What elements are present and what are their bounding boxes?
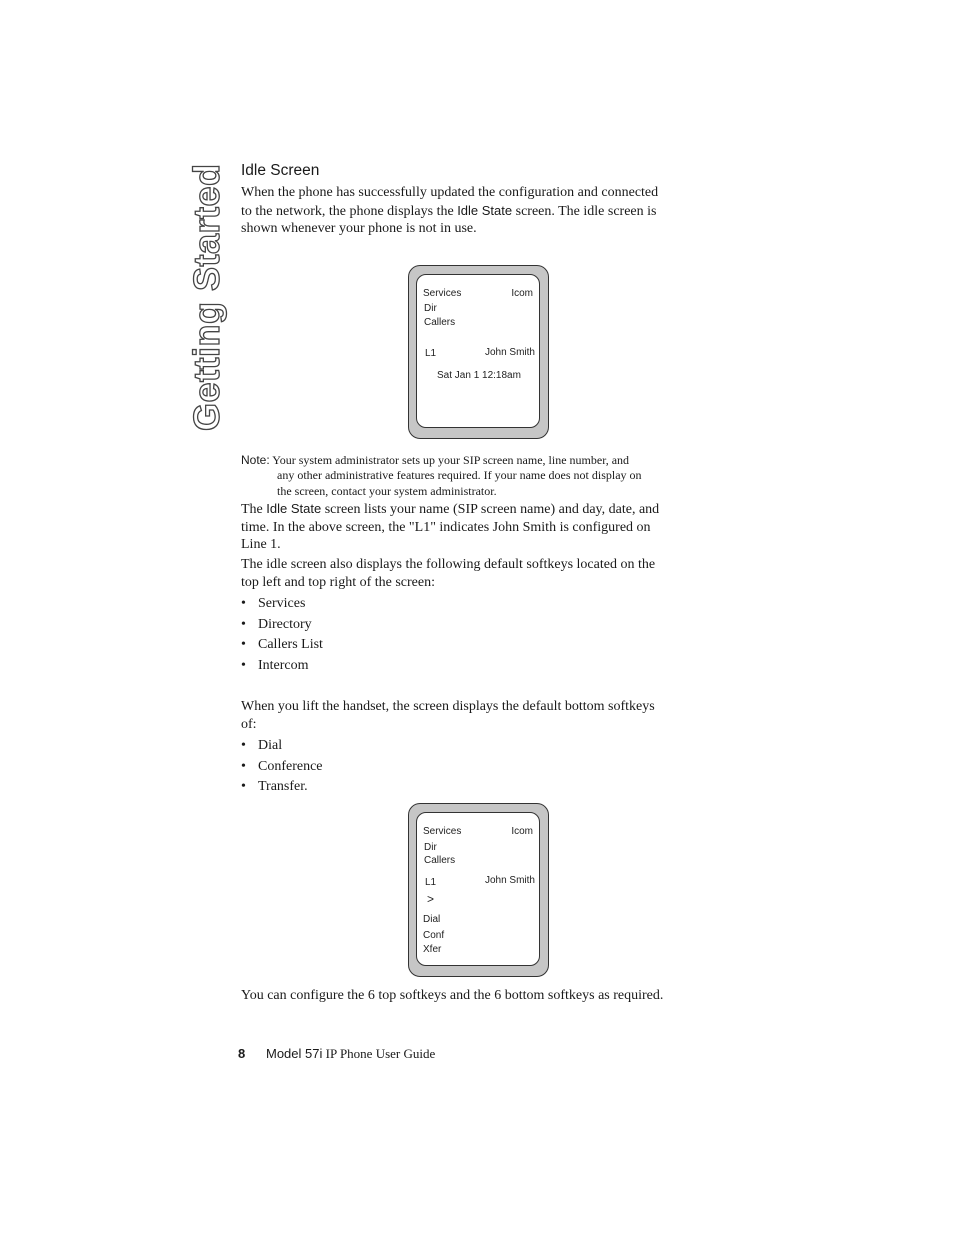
softkey-dir: Dir	[424, 842, 437, 853]
list-item: • Services	[241, 594, 717, 615]
phone-offhook-screen-figure	[408, 803, 549, 977]
phone-idle-screen-figure	[408, 265, 549, 439]
bottom-softkeys-list	[241, 736, 717, 798]
top-softkeys-list	[241, 594, 717, 676]
list-item: • Directory	[241, 615, 717, 636]
softkey-xfer: Xfer	[423, 944, 442, 955]
user-name: John Smith	[484, 875, 535, 886]
note-line: the screen, contact your system administrator.	[277, 483, 497, 498]
date-time: Sat Jan 1 12:18am	[437, 370, 521, 381]
note-label: Note:	[241, 453, 270, 467]
list-item: • Transfer.	[241, 777, 717, 798]
softkey-dir: Dir	[424, 303, 437, 314]
softkey-icom: Icom	[511, 288, 533, 299]
dial-prompt: >	[427, 892, 435, 906]
para-text: Line 1.	[241, 537, 281, 553]
softkey-callers: Callers	[424, 317, 456, 328]
idle-state-term: Idle State	[266, 501, 322, 516]
page-number	[238, 1046, 245, 1062]
phone-display	[416, 812, 540, 966]
para-text: The	[241, 502, 267, 517]
para-text: time. In the above screen, the "L1" indicates John Smith is configured on	[241, 519, 651, 535]
note-block	[241, 453, 717, 499]
list-item: • Intercom	[241, 656, 717, 677]
softkey-callers: Callers	[424, 855, 456, 866]
footer-model: Model 57i	[266, 1046, 323, 1061]
softkey-icom: Icom	[511, 826, 533, 837]
page-number-value: 8	[238, 1046, 246, 1061]
para-text: screen lists your name (SIP screen name) and day, date, and	[321, 502, 660, 517]
chapter-side-title: Getting Started	[186, 163, 227, 431]
footer-title	[266, 1046, 435, 1062]
section-title: Idle Screen	[241, 162, 320, 179]
softkey-services: Services	[423, 288, 462, 299]
list-item: • Conference	[241, 757, 717, 778]
list-item: • Callers List	[241, 635, 717, 656]
list-item: • Dial	[241, 736, 717, 757]
softkeys-paragraph	[241, 556, 717, 591]
softkey-dial: Dial	[423, 914, 441, 925]
closing-paragraph	[241, 987, 717, 1005]
handset-paragraph	[241, 698, 717, 733]
intro-line: screen. The idle screen is	[512, 203, 657, 219]
note-line: Your system administrator sets up your SIP screen name, line number, and	[269, 453, 630, 467]
intro-line: to the network, the phone displays the	[241, 203, 458, 219]
closing-text: You can configure the 6 top softkeys and the 6 bottom softkeys as required.	[241, 988, 664, 1003]
line-indicator: L1	[425, 877, 437, 888]
note-line: any other administrative features required. If your name does not display on	[277, 468, 642, 483]
para-text: of:	[241, 716, 257, 732]
intro-line: When the phone has successfully updated the configuration and connected	[241, 185, 659, 200]
para-text: top left and top right of the screen:	[241, 574, 435, 590]
line-indicator: L1	[425, 348, 437, 359]
para-text: The idle screen also displays the following default softkeys located on the	[241, 557, 656, 572]
idle-state-paragraph	[241, 500, 717, 554]
phone-display	[416, 274, 540, 428]
footer-guide: IP Phone User Guide	[322, 1046, 436, 1061]
user-name: John Smith	[484, 347, 535, 358]
idle-state-term: Idle State	[457, 202, 513, 218]
para-text: When you lift the handset, the screen displays the default bottom softkeys	[241, 699, 655, 714]
softkey-services: Services	[423, 826, 462, 837]
softkey-conf: Conf	[423, 930, 445, 941]
intro-line: shown whenever your phone is not in use.	[241, 221, 477, 237]
intro-paragraph	[241, 184, 717, 238]
